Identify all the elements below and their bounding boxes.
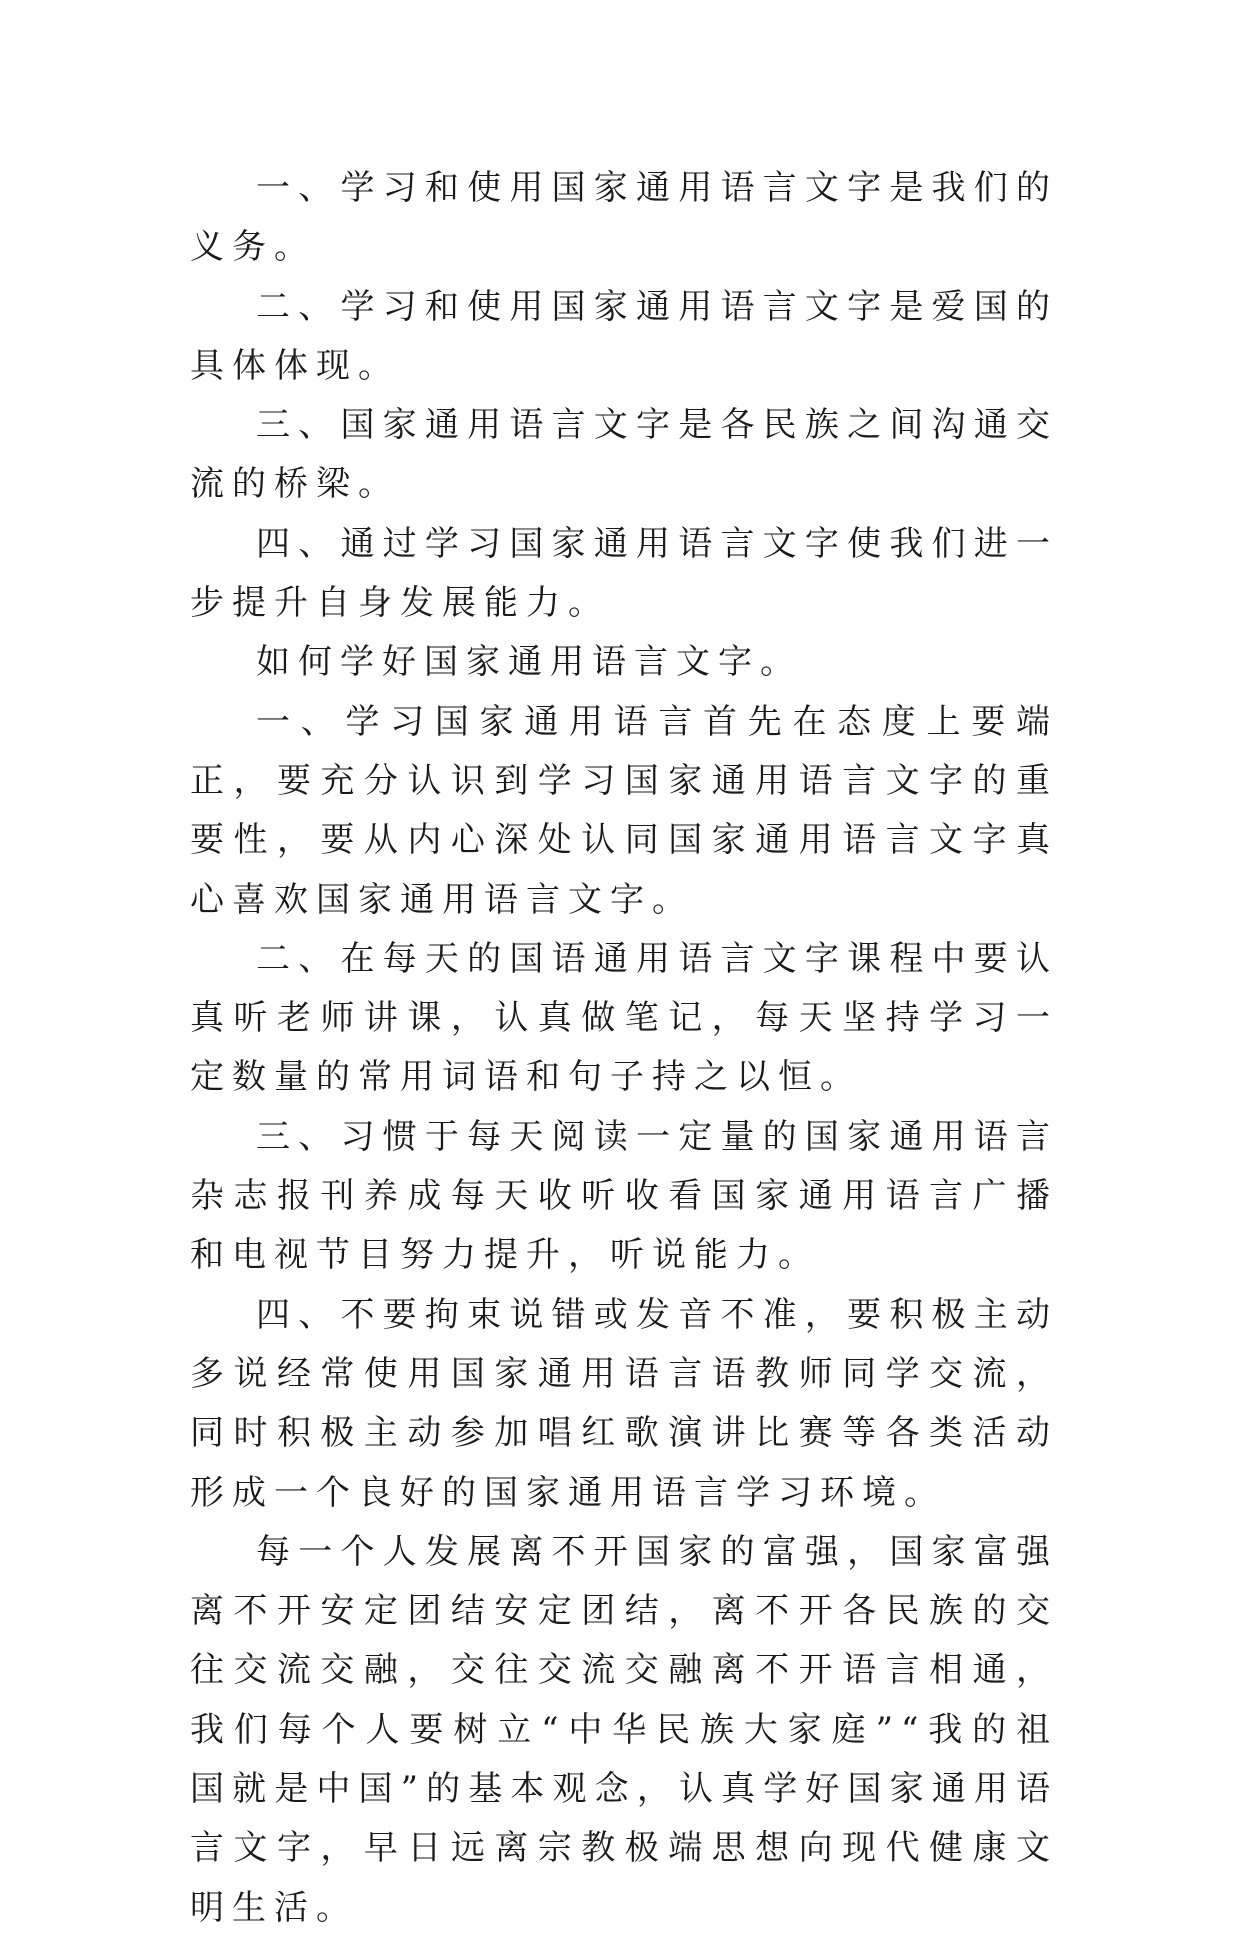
paragraph-reading-listening: 三、习惯于每天阅读一定量的国家通用语言杂志报刊养成每天收听收看国家通用语言广播和电视节目努力提升，听说能力。 [190,1116,1058,1276]
paragraph-duty: 一、学习和使用国家通用语言文字是我们的义务。 [190,168,1058,268]
paragraph-how-to-learn: 如何学好国家通用语言文字。 [256,642,802,683]
paragraph-bridge: 三、国家通用语言文字是各民族之间沟通交流的桥梁。 [190,405,1058,505]
paragraph-attitude: 一、学习国家通用语言首先在态度上要端正，要充分认识到学习国家通用语言文字的重要性，要从内心深处认同国家通用语言文字真心喜欢国家通用语言文字。 [190,701,1058,920]
paragraph-conclusion: 每一个人发展离不开国家的富强，国家富强离不开安定团结安定团结，离不开各民族的交往交流交融，交往交流交融离不开语言相通，我们每个人要树立“中华民族大家庭”“我的祖国就是中国”的基本观念，认真学好国家通用语言文字，早日远离宗教极端思想向现代健康文明生活。 [190,1531,1058,1928]
paragraph-speaking-practice: 四、不要拘束说错或发音不准，要积极主动多说经常使用国家通用语言语教师同学交流，同时积极主动参加唱红歌演讲比赛等各类活动形成一个良好的国家通用语言学习环境。 [190,1294,1058,1513]
paragraph-development: 四、通过学习国家通用语言文字使我们进一步提升自身发展能力。 [190,523,1058,624]
paragraph-patriotism: 二、学习和使用国家通用语言文字是爱国的具体体现。 [190,286,1058,386]
paragraph-class-study: 二、在每天的国语通用语言文字课程中要认真听老师讲课，认真做笔记，每天坚持学习一定数量的常用词语和句子持之以恒。 [190,938,1058,1098]
document-body [190,159,1058,1938]
